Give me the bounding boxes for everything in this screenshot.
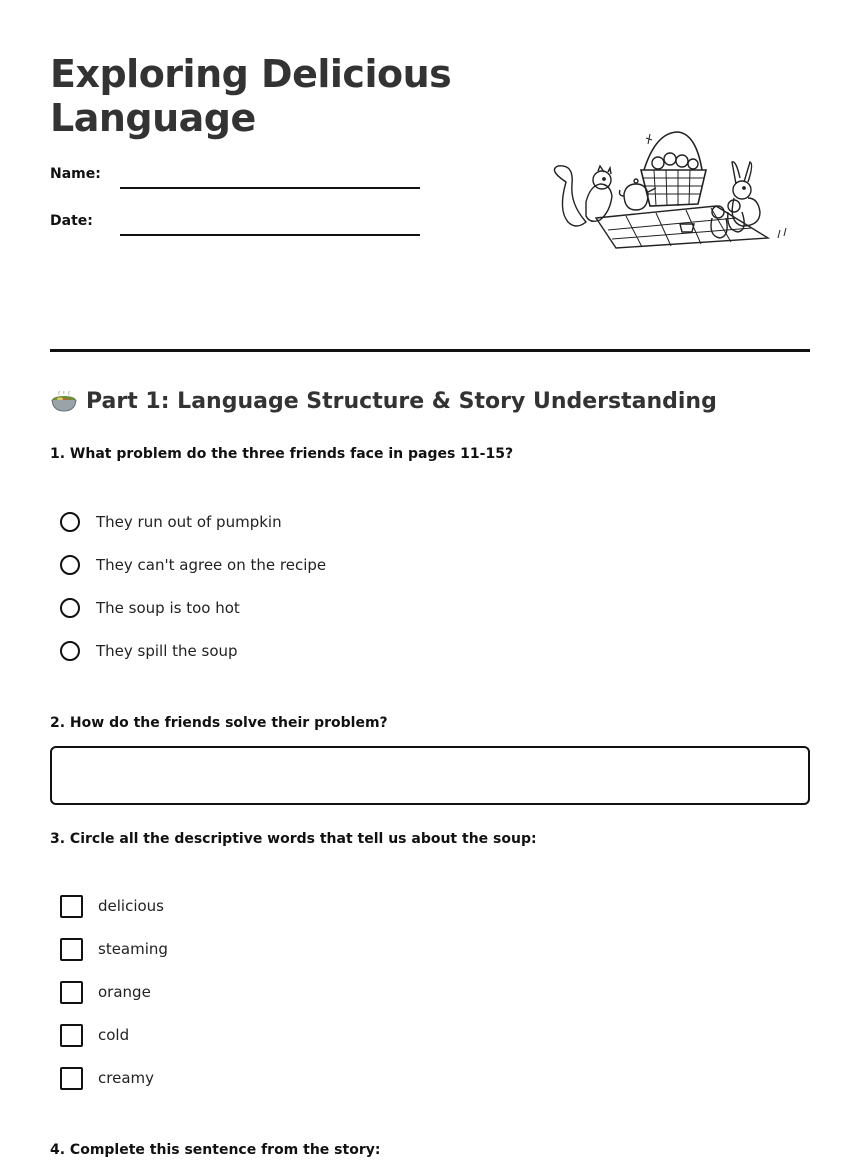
option-label: cold [98, 1026, 130, 1044]
q1-option-1[interactable] [60, 509, 282, 535]
soup-bowl-icon [50, 391, 78, 413]
section-title [50, 389, 717, 414]
question-4: 4. Complete this sentence from the story: [50, 1142, 381, 1158]
q3-option-orange[interactable] [60, 979, 151, 1005]
name-field[interactable] [120, 187, 420, 189]
radio-button[interactable] [60, 598, 80, 618]
section-title-text: Part 1: Language Structure & Story Understanding [86, 389, 717, 414]
radio-button[interactable] [60, 512, 80, 532]
page-title [50, 52, 451, 140]
radio-button[interactable] [60, 555, 80, 575]
question-3: 3. Circle all the descriptive words that tell us about the soup: [50, 831, 537, 847]
q3-option-delicious[interactable] [60, 893, 164, 919]
checkbox[interactable] [60, 895, 83, 918]
option-label: orange [98, 983, 151, 1001]
q1-option-4[interactable] [60, 638, 238, 664]
q1-option-2[interactable] [60, 552, 326, 578]
q3-option-cold[interactable] [60, 1022, 129, 1048]
title-line-2: Language [50, 96, 256, 140]
checkbox[interactable] [60, 981, 83, 1004]
checkbox[interactable] [60, 1067, 83, 1090]
checkbox[interactable] [60, 1024, 83, 1047]
radio-button[interactable] [60, 641, 80, 661]
q3-option-steaming[interactable] [60, 936, 168, 962]
option-label: creamy [98, 1069, 154, 1087]
q2-answer-box[interactable] [50, 746, 810, 805]
section-divider [50, 349, 810, 352]
option-label: steaming [98, 940, 168, 958]
date-field[interactable] [120, 234, 420, 236]
picnic-animals-illustration [546, 126, 796, 252]
q3-option-creamy[interactable] [60, 1065, 154, 1091]
date-label: Date: [50, 213, 93, 229]
checkbox[interactable] [60, 938, 83, 961]
question-1: 1. What problem do the three friends face in pages 11-15? [50, 446, 514, 462]
name-label: Name: [50, 166, 101, 182]
q1-option-3[interactable] [60, 595, 240, 621]
question-2: 2. How do the friends solve their problem? [50, 715, 388, 731]
option-label: delicious [98, 897, 164, 915]
option-label: They run out of pumpkin [96, 513, 282, 531]
option-label: They spill the soup [96, 642, 238, 660]
option-label: The soup is too hot [96, 599, 240, 617]
title-line-1: Exploring Delicious [50, 52, 452, 96]
option-label: They can't agree on the recipe [96, 556, 327, 574]
